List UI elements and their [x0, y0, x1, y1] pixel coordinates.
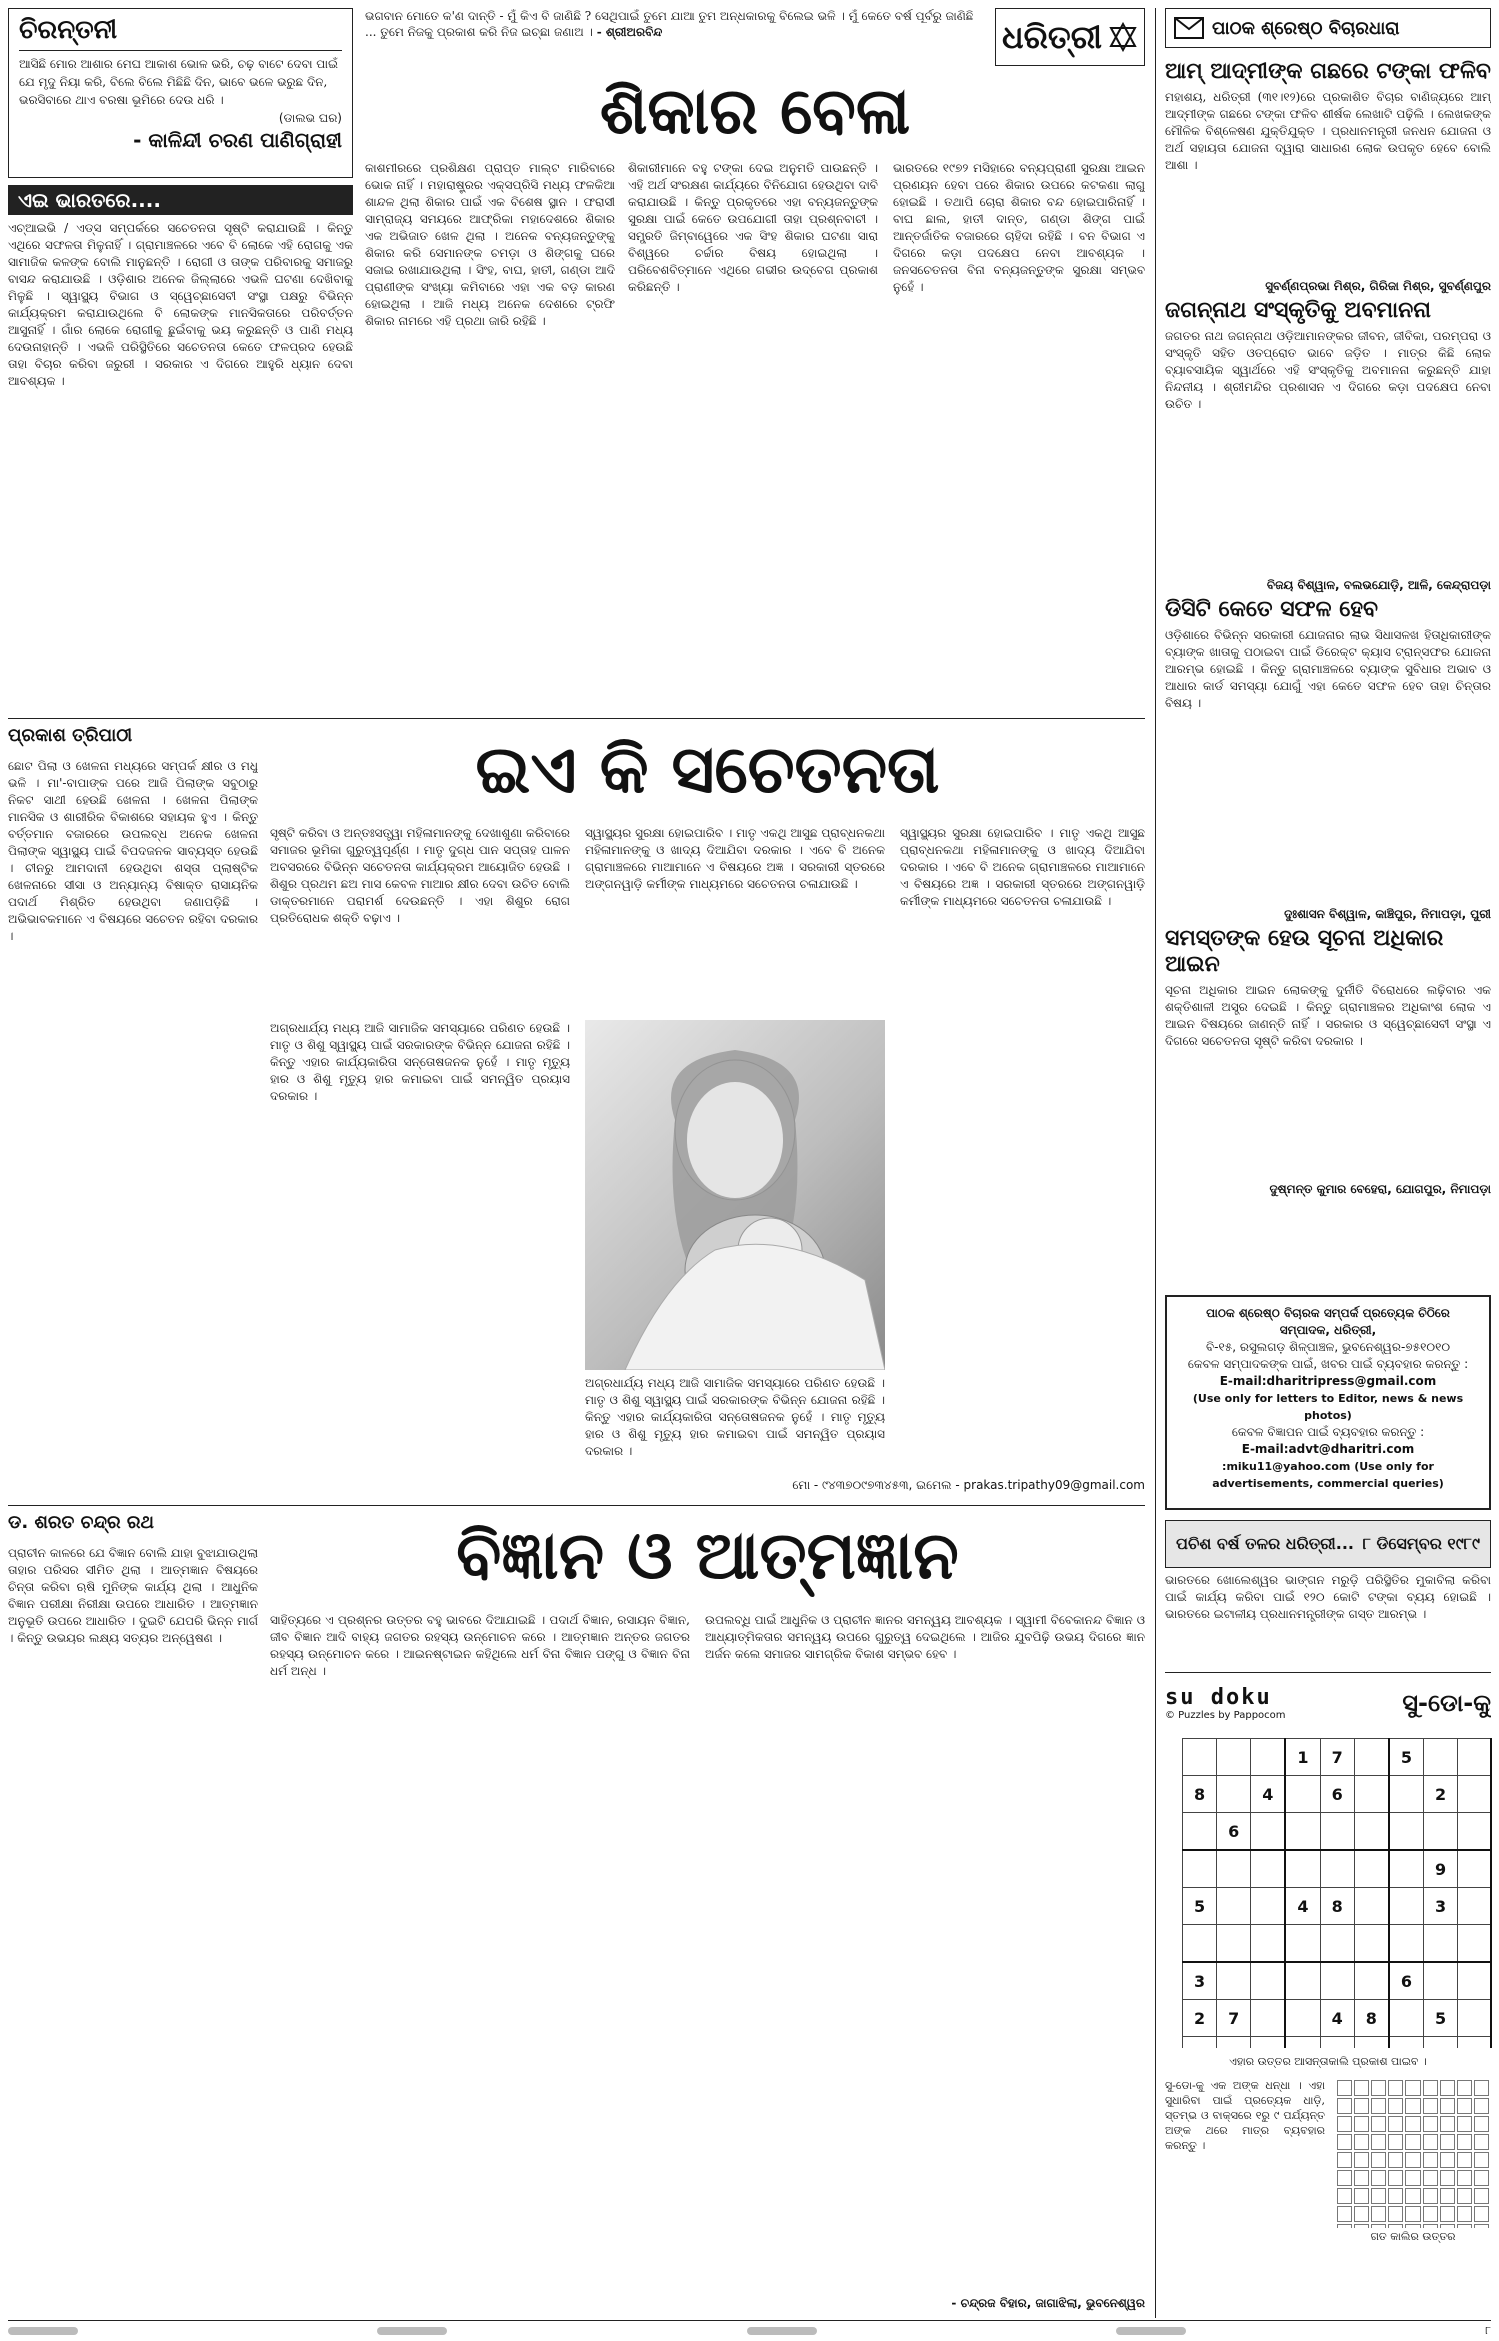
ei-bharatare-label-bar: [8, 185, 353, 215]
sudoku-answer-cell: [1423, 2188, 1438, 2204]
bigyan-author: ଡ. ଶରତ ଚନ୍ଦ୍ର ରଥ: [8, 1512, 154, 1533]
sudoku-answer-cell: [1423, 2134, 1438, 2150]
sudoku-cell[interactable]: [1389, 1925, 1424, 1963]
sudoku-cell: 8: [1183, 1776, 1217, 1813]
sudoku-answer-cell: [1405, 2116, 1420, 2132]
sudoku-cell[interactable]: [1217, 1925, 1251, 1963]
contact-email1[interactable]: E-mail:dharitripress@gmail.com: [1219, 1374, 1437, 1388]
ei-ki-col6: ଅଗ୍ରଧାର୍ଯ୍ୟ ମଧ୍ୟ ଆଜି ସାମାଜିକ ସମସ୍ୟାରେ ପରିଣତ ହେଉଛି । ମାତୃ ଓ ଶିଶୁ ସ୍ୱାସ୍ଥ୍ୟ ପାଇଁ ସରକାରଙ୍କ ବିଭିନ୍ନ ଯୋଜନା ରହିଛି । କିନ୍ତୁ ଏହାର କାର୍ଯ୍ୟକାରିତା ସନ୍ତୋଷଜନକ ନୁହେଁ । ମାତୃ ମୃତ୍ୟୁ ହାର ଓ ଶିଶୁ ମୃତ୍ୟୁ ହାର କମାଇବା ପାଇଁ ସମନ୍ୱିତ ପ୍ରୟାସ ଦରକାର ।: [585, 1376, 885, 1458]
sudoku-cell[interactable]: [1320, 1850, 1354, 1888]
sudoku-cell[interactable]: [1320, 1813, 1354, 1851]
sudoku-row: [1183, 1813, 1492, 1851]
sudoku-cell[interactable]: [1423, 1813, 1457, 1851]
sudoku-answer-cell: [1371, 2224, 1386, 2228]
sudoku-cell[interactable]: [1354, 1962, 1389, 2000]
sudoku-cell[interactable]: [1458, 1888, 1491, 1925]
sudoku-answer-cell: [1337, 2224, 1352, 2228]
ei-ki-author: ପ୍ରକାଶ ତ୍ରିପାଠୀ: [8, 725, 133, 746]
sudoku-cell[interactable]: [1217, 1962, 1251, 2000]
letter-1-title: ଆମ୍ ଆଦ୍‌ମୀଙ୍କ ଗଛରେ ଟଙ୍କା ଫଳିବ: [1165, 59, 1491, 84]
envelope-icon: [1174, 17, 1204, 39]
sudoku-cell[interactable]: [1285, 1962, 1320, 2000]
bigyan-headline: ବିଜ୍ଞାନ ଓ ଆତ୍ମଜ୍ଞାନ: [456, 1517, 959, 1594]
sudoku-cell: 4: [1285, 1888, 1320, 1925]
sudoku-cell[interactable]: [1354, 1813, 1389, 1851]
sudoku-cell[interactable]: [1458, 1962, 1491, 2000]
sudoku-cell[interactable]: [1389, 1888, 1424, 1925]
sudoku-cell[interactable]: [1458, 1813, 1491, 1851]
sudoku-cell[interactable]: [1389, 1813, 1424, 1851]
sudoku-answer-cell: [1474, 2116, 1489, 2132]
sudoku-answer-cell: [1440, 2206, 1455, 2222]
sudoku-cell[interactable]: [1354, 1776, 1389, 1813]
sudoku-title: ସୁ-ଡୋ-କୁ: [1402, 1688, 1491, 1717]
sudoku-cell[interactable]: [1354, 1925, 1389, 1963]
contact-email3[interactable]: :miku11@yahoo.com (Use only for advertisements, commercial queries): [1212, 1460, 1444, 1490]
ei-ki-contact: ମୋ - ୯୪୩୭୦୯୭୩୪୫୩, ଇମେଲ - prakas.tripathy09@gmail.com: [792, 1478, 1145, 1492]
sudoku-answer-cell: [1388, 2098, 1403, 2114]
sudoku-cell[interactable]: [1251, 2000, 1286, 2037]
sudoku-cell[interactable]: [1251, 1962, 1286, 2000]
sudoku-answer-cell: [1474, 2224, 1489, 2228]
sudoku-answer-cell: [1423, 2206, 1438, 2222]
page-number: ୮: [1485, 2324, 1491, 2337]
sudoku-answer-cell: [1388, 2170, 1403, 2186]
contact-line5: କେବଳ ବିଜ୍ଞାପନ ପାଇଁ ବ୍ୟବହାର କରନ୍ତୁ :: [1231, 1425, 1425, 1439]
sudoku-answer-cell: [1337, 2098, 1352, 2114]
sudoku-answer-cell: [1440, 2224, 1455, 2228]
registration-bar: [747, 2327, 817, 2335]
sudoku-cell[interactable]: [1183, 1813, 1217, 1851]
sudoku-answer-cell: [1354, 2098, 1369, 2114]
sudoku-answer-cell: [1371, 2152, 1386, 2168]
sudoku-cell[interactable]: [1389, 2037, 1424, 2049]
letter-2-text: ଜଗତର ନାଥ ଜଗନ୍ନାଥ ଓଡ଼ିଆମାନଙ୍କର ଜୀବନ, ଜୀବିକା, ପରମ୍ପରା ଓ ସଂସ୍କୃତି ସହିତ ଓତପ୍ରୋତ ଭାବେ ଜଡ଼ିତ । ମାତ୍ର କିଛି ଲୋକ ବ୍ୟାବସାୟିକ ସ୍ୱାର୍ଥରେ ଏହି ସଂସ୍କୃତିକୁ ଅବମାନନା କରୁଛନ୍ତି ଯାହା ନିନ୍ଦନୀୟ । ଶ୍ରୀମନ୍ଦିର ପ୍ରଶାସନ ଏ ଦିଗରେ କଡ଼ା ପଦକ୍ଷେପ ନେବା ଉଚିତ ।: [1165, 329, 1491, 411]
contact-line1: ପାଠକ ଶ୍ରେଷ୍ଠ ବିଚାରକ ସମ୍ପର୍କ ପ୍ରତ୍ୟେକ ଚିଠିରେ: [1206, 1306, 1450, 1320]
sudoku-row: [1183, 2000, 1492, 2037]
letter-4-title: ସମସ୍ତଙ୍କ ହେଉ ସୂଚନା ଅଧିକାର ଆଇନ: [1165, 926, 1444, 977]
sudoku-answer-cell: [1457, 2134, 1472, 2150]
sudoku-answer-cell: [1440, 2098, 1455, 2114]
ei-ki-col5: ସ୍ୱାସ୍ଥ୍ୟର ସୁରକ୍ଷା ହୋଇପାରିବ । ମାତୃ ଏକଥି ଆସୁଛ ପ୍ରାବ୍ଧନକଥା ମହିଳାମାନଙ୍କୁ ଓ ଖାଦ୍ୟ ଦିଆଯିବା ଦରକାର । ଏବେ ବି ଅନେକ ଗ୍ରାମାଞ୍ଚଳରେ ମାଆମାନେ ଏ ବିଷୟରେ ଅଜ୍ଞ । ସରକାରୀ ସ୍ତରରେ ଅଙ୍ଗନୱାଡ଼ି କର୍ମୀଙ୍କ ମାଧ୍ୟମରେ ସଚେତନତା ଚଳାଯାଉଛି ।: [900, 826, 1145, 908]
ei-bharatare-text: ଏଚ୍‌ଆଇଭି / ଏଡ୍‌ସ ସମ୍ପର୍କରେ ସଚେତନତା ସୃଷ୍ଟି କରାଯାଉଛି । କିନ୍ତୁ ଏଥିରେ ସଫଳତା ମିଳୁନାହିଁ । ଗ୍ରାମାଞ୍ଚଳରେ ଏବେ ବି ଲୋକେ ଏହି ରୋଗକୁ ଏକ ସାମାଜିକ କଳଙ୍କ ବୋଲି ମାନୁଛନ୍ତି । ରୋଗୀ ଓ ତାଙ୍କ ପରିବାରକୁ ସମାଜରୁ ବାସନ୍ଦ କରାଯାଉଛି । ଓଡ଼ିଶାର ଅନେକ ଜିଲ୍ଲାରେ ଏଭଳି ଘଟଣା ଦେଖିବାକୁ ମିଳୁଛି । ସ୍ୱାସ୍ଥ୍ୟ ବିଭାଗ ଓ ସ୍ୱେଚ୍ଛାସେବୀ ସଂସ୍ଥା ପକ୍ଷରୁ ବିଭିନ୍ନ କାର୍ଯ୍ୟକ୍ରମ କରାଯାଉଥିଲେ ବି ଲୋକଙ୍କ ମାନସିକତାରେ ପରିବର୍ତ୍ତନ ଆସୁନାହିଁ । ଗାଁର ଲୋକେ ରୋଗୀକୁ ଛୁଇଁବାକୁ ଭୟ କରୁଛନ୍ତି ଓ ପାଣି ମଧ୍ୟ ଦେଉନାହାନ୍ତି । ଏଭଳି ପରିସ୍ଥିତିରେ ସଚେତନତା କେତେ ଫଳପ୍ରଦ ହେଉଛି ତାହା ବିଚାର କରିବା ଜରୁରୀ । ସରକାର ଏ ଦିଗରେ ଆହୁରି ଧ୍ୟାନ ଦେବା ଆବଶ୍ୟକ ।: [8, 221, 353, 388]
pathaka-label-box: [1165, 8, 1491, 48]
sudoku-answer-cell: [1474, 2206, 1489, 2222]
sudoku-answer-cell: [1405, 2206, 1420, 2222]
contact-line3: ବି-୧୫, ରସୁଲଗଡ଼ ଶିଳ୍ପାଞ୍ଚଳ, ଭୁବନେଶ୍ୱର-୭୫୧୦୧୦: [1205, 1340, 1451, 1354]
sudoku-row: [1183, 1739, 1492, 1776]
sudoku-answer-row: [1337, 2152, 1489, 2168]
sudoku-cell[interactable]: [1354, 1888, 1389, 1925]
sudoku-answer-cell: [1440, 2152, 1455, 2168]
shikara-col3: ଭାରତରେ ୧୯୭୨ ମସିହାରେ ବନ୍ୟପ୍ରାଣୀ ସୁରକ୍ଷା ଆଇନ ପ୍ରଣୟନ ହେବା ପରେ ଶିକାର ଉପରେ କଟକଣା ଲାଗୁ ହୋଇଛି । ତଥାପି ଚୋରା ଶିକାର ବନ୍ଦ ହୋଇପାରିନାହିଁ । ବାଘ ଛାଲ, ହାତୀ ଦାନ୍ତ, ଗଣ୍ଡା ଶିଙ୍ଗ ପାଇଁ ଆନ୍ତର୍ଜାତିକ ବଜାରରେ ଚାହିଦା ରହିଛି । ବନ ବିଭାଗ ଏ ଦିଗରେ କଡ଼ା ପଦକ୍ଷେପ ନେବା ଆବଶ୍ୟକ । ଜନସଚେତନତା ବିନା ବନ୍ୟଜନ୍ତୁଙ୍କ ସୁରକ୍ଷା ସମ୍ଭବ ନୁହେଁ ।: [893, 161, 1145, 294]
sudoku-answer-cell: [1440, 2170, 1455, 2186]
shikara-col2: ଶିକାରୀମାନେ ବହୁ ଟଙ୍କା ଦେଇ ଅନୁମତି ପାଉଛନ୍ତି । ଏହି ଅର୍ଥ ସଂରକ୍ଷଣ କାର୍ଯ୍ୟରେ ବିନିଯୋଗ ହେଉଥିବା ଦାବି କରାଯାଉଛି । କିନ୍ତୁ ପ୍ରକୃତରେ ଏହା ବନ୍ୟଜନ୍ତୁଙ୍କ ସୁରକ୍ଷା ପାଇଁ କେତେ ଉପଯୋଗୀ ତାହା ପ୍ରଶ୍ନବାଚୀ । ସମ୍ପ୍ରତି ଜିମ୍ବାୱେରେ ଏକ ସିଂହ ଶିକାର ଘଟଣା ସାରା ବିଶ୍ୱରେ ଚର୍ଚ୍ଚାର ବିଷୟ ହୋଇଥିଲା । ପରିବେଶବିତ୍‌ମାନେ ଏଥିରେ ଗଭୀର ଉଦ୍‌ବେଗ ପ୍ରକାଶ କରିଛନ୍ତି ।: [628, 161, 878, 294]
sudoku-answer-cell: [1371, 2080, 1386, 2096]
ei-ki-col3: ସ୍ୱାସ୍ଥ୍ୟର ସୁରକ୍ଷା ହୋଇପାରିବ । ମାତୃ ଏକଥି ଆସୁଛ ପ୍ରାବ୍ଧନକଥା ମହିଳାମାନଙ୍କୁ ଓ ଖାଦ୍ୟ ଦିଆଯିବା ଦରକାର । ଏବେ ବି ଅନେକ ଗ୍ରାମାଞ୍ଚଳରେ ମାଆମାନେ ଏ ବିଷୟରେ ଅଜ୍ଞ । ସରକାରୀ ସ୍ତରରେ ଅଙ୍ଗନୱାଡ଼ି କର୍ମୀଙ୍କ ମାଧ୍ୟମରେ ସଚେତନତା ଚଳାଯାଉଛି ।: [585, 826, 885, 891]
sudoku-cell[interactable]: [1458, 1925, 1491, 1963]
sudoku-cell[interactable]: [1320, 1962, 1354, 2000]
sudoku-cell[interactable]: [1285, 1850, 1320, 1888]
sudoku-cell[interactable]: [1389, 1850, 1424, 1888]
sudoku-answer-cell: [1405, 2098, 1420, 2114]
pathaka-label: ପାଠକ ଶ୍ରେଷ୍ଠ ବିଚାରଧାରା: [1212, 17, 1400, 39]
bigyan-col1: ପ୍ରାଚୀନ କାଳରେ ଯେ ବିଜ୍ଞାନ ବୋଲି ଯାହା ବୁଝାଯାଉଥିଲା ତାହାର ପରିସର ସୀମିତ ଥିଲା । ଆତ୍ମଜ୍ଞାନ ବିଷୟରେ ଚିନ୍ତା କରିବା ଋଷି ମୁନିଙ୍କ କାର୍ଯ୍ୟ ଥିଲା । ଆଧୁନିକ ବିଜ୍ଞାନ ପରୀକ୍ଷା ନିରୀକ୍ଷା ଉପରେ ଆଧାରିତ । ଆତ୍ମଜ୍ଞାନ ଅନୁଭୂତି ଉପରେ ଆଧାରିତ । ଦୁଇଟି ଯେପରି ଭିନ୍ନ ମାର୍ଗ । କିନ୍ତୁ ଉଭୟର ଲକ୍ଷ୍ୟ ସତ୍ୟର ଅନ୍ୱେଷଣ ।: [8, 1546, 258, 1645]
sudoku-answer-label: ଗତ କାଲିର ଉତ୍ତର: [1370, 2230, 1456, 2243]
letter-1-text: ମହାଶୟ, ଧରିତ୍ରୀ (୩୧।୧୨)ରେ ପ୍ରକାଶିତ ବିଚାର ବାଣିଜ୍ୟରେ ଆମ୍ ଆଦ୍‌ମୀଙ୍କ ଗଛରେ ଟଙ୍କା ଫଳିବ ଶୀର୍ଷକ ଲେଖାଟି ପଢ଼ିଲି । ଲେଖକଙ୍କ ମୌଳିକ ବିଶ୍ଳେଷଣ ଯୁକ୍ତିଯୁକ୍ତ । ପ୍ରଧାନମନ୍ତ୍ରୀ ଜନଧନ ଯୋଜନା ଓ ଅର୍ଥ ସହାୟତା ଯୋଜନା ଦ୍ୱାରା ସାଧାରଣ ଲୋକ ଉପକୃତ ହେବେ ବୋଲି ଆଶା ।: [1165, 90, 1491, 172]
sudoku-cell: 2: [1423, 1776, 1457, 1813]
sudoku-answer-cell: [1423, 2170, 1438, 2186]
sudoku-answer-cell: [1388, 2206, 1403, 2222]
sudoku-cell[interactable]: [1251, 1739, 1286, 1776]
sudoku-answer-cell: [1423, 2224, 1438, 2228]
sudoku-answer-cell: [1388, 2188, 1403, 2204]
sudoku-cell[interactable]: [1251, 1813, 1286, 1851]
sudoku-cell[interactable]: [1458, 2037, 1491, 2049]
contact-email2[interactable]: E-mail:advt@dharitri.com: [1241, 1442, 1415, 1456]
sudoku-answer-cell: [1337, 2152, 1352, 2168]
sudoku-cell[interactable]: [1285, 2037, 1320, 2049]
sudoku-answer-cell: [1337, 2188, 1352, 2204]
sudoku-answer-row: [1337, 2116, 1489, 2132]
sudoku-cell[interactable]: [1217, 1739, 1251, 1776]
sudoku-cell[interactable]: [1389, 2000, 1424, 2037]
sudoku-cell: 5: [1183, 1888, 1217, 1925]
sudoku-cell[interactable]: [1251, 1850, 1286, 1888]
sudoku-cell[interactable]: [1458, 1850, 1491, 1888]
contact-box: [1165, 1295, 1491, 1510]
ei-ki-col1: ଛୋଟ ପିଲା ଓ ଖେଳନା ମଧ୍ୟରେ ସମ୍ପର୍କ କ୍ଷୀର ଓ ମଧୁ ଭଳି । ମା'-ବାପାଙ୍କ ପରେ ଆଜି ପିଲାଙ୍କ ସବୁଠାରୁ ନିକଟ ସାଥୀ ହେଉଛି ଖେଳନା । ଖେଳନା ପିଲାଙ୍କ ମାନସିକ ଓ ଶାରୀରିକ ବିକାଶରେ ସହାୟକ ହୁଏ । କିନ୍ତୁ ବର୍ତ୍ତମାନ ବଜାରରେ ଉପଲବ୍ଧ ଅନେକ ଖେଳନା ପିଲାଙ୍କ ସ୍ୱାସ୍ଥ୍ୟ ପାଇଁ ବିପଦଜନକ ସାବ୍ୟସ୍ତ ହେଉଛି । ଚୀନରୁ ଆମଦାନୀ ହେଉଥିବା ଶସ୍ତା ପ୍ଲାଷ୍ଟିକ ଖେଳନାରେ ସୀସା ଓ ଅନ୍ୟାନ୍ୟ ବିଷାକ୍ତ ରାସାୟନିକ ପଦାର୍ଥ ମିଶ୍ରିତ ହେଉଥିବା ଜଣାପଡ଼ିଛି । ଅଭିଭାବକମାନେ ଏ ବିଷୟରେ ସଚେତନ ରହିବା ଦରକାର ।: [8, 759, 258, 943]
sudoku-answer-cell: [1440, 2188, 1455, 2204]
masthead-logo: [995, 8, 1145, 66]
sudoku-answer-cell: [1405, 2080, 1420, 2096]
sudoku-header: [1165, 1672, 1491, 1732]
contact-line4: କେବଳ ସମ୍ପାଦକଙ୍କ ପାଇଁ, ଖବର ପାଇଁ ବ୍ୟବହାର କରନ୍ତୁ :: [1187, 1357, 1469, 1371]
sudoku-cell[interactable]: [1389, 1776, 1424, 1813]
sudoku-cell: 6: [1320, 1776, 1354, 1813]
sudoku-instructions: ସୁ-ଡୋ-କୁ ଏକ ଅଙ୍କ ଧନ୍ଧା । ଏହା ସୁଧାରିବା ପାଇଁ ପ୍ରତ୍ୟେକ ଧାଡ଼ି, ସ୍ତମ୍ଭ ଓ ବାକ୍ସରେ ୧ରୁ ୯ ପର୍ଯ୍ୟନ୍ତ ଅଙ୍କ ଥରେ ମାତ୍ର ବ୍ୟବହାର କରନ୍ତୁ ।: [1165, 2079, 1325, 2152]
sudoku-cell: 6: [1217, 1813, 1251, 1851]
bigyan-author-box: [8, 1512, 258, 1538]
sudoku-answer-cell: [1337, 2116, 1352, 2132]
ei-ki-author-box: [8, 725, 258, 751]
pathaka-letters: [1165, 55, 1491, 1285]
sudoku-cell[interactable]: [1458, 1739, 1491, 1776]
sudoku-cell[interactable]: [1285, 1776, 1320, 1813]
sudoku-answer-cell: [1474, 2188, 1489, 2204]
sudoku-answer-cell: [1474, 2098, 1489, 2114]
sudoku-cell[interactable]: [1217, 1850, 1251, 1888]
sudoku-cell: 5: [1423, 2000, 1457, 2037]
sudoku-answer-cell: [1354, 2134, 1369, 2150]
sudoku-answer-cell: [1371, 2116, 1386, 2132]
sudoku-cell: 7: [1320, 1739, 1354, 1776]
sudoku-answer-cell: [1388, 2152, 1403, 2168]
sudoku-answer-cell: [1371, 2206, 1386, 2222]
sudoku-cell[interactable]: [1458, 1776, 1491, 1813]
sudoku-answer-cell: [1388, 2224, 1403, 2228]
letter-2-title: ଜଗନ୍ନାଥ ସଂସ୍କୃତିକୁ ଅବମାନନା: [1165, 298, 1431, 323]
sudoku-answer-cell: [1405, 2170, 1420, 2186]
sudoku-answer-cell: [1457, 2206, 1472, 2222]
sudoku-answer-row: [1337, 2134, 1489, 2150]
sudoku-cell[interactable]: [1458, 2000, 1491, 2037]
sudoku-cell[interactable]: [1423, 1739, 1457, 1776]
registration-bar: [8, 2327, 78, 2335]
sudoku-answer-cell: [1371, 2170, 1386, 2186]
sudoku-answer-cell: [1474, 2134, 1489, 2150]
sudoku-answer-row: [1337, 2080, 1489, 2096]
sudoku-cell[interactable]: [1285, 1813, 1320, 1851]
sudoku-cell[interactable]: [1423, 1925, 1457, 1963]
sudoku-answer-cell: [1388, 2116, 1403, 2132]
sudoku-brand-sub: © Puzzles by Pappocom: [1165, 1709, 1286, 1721]
sudoku-cell[interactable]: [1183, 1739, 1217, 1776]
sudoku-answer-cell: [1354, 2080, 1369, 2096]
chirantani-box: [8, 8, 353, 178]
masthead-note-author: - ଶ୍ରୀଅରବିନ୍ଦ: [596, 25, 663, 39]
sudoku-cell[interactable]: [1183, 1850, 1217, 1888]
sudoku-answer-row: [1337, 2188, 1489, 2204]
sudoku-answer-cell: [1354, 2152, 1369, 2168]
sudoku-cell[interactable]: [1354, 1850, 1389, 1888]
sudoku-cell[interactable]: [1217, 1776, 1251, 1813]
sudoku-answer-row: [1337, 2206, 1489, 2222]
contact-line2: ସମ୍ପାଦକ, ଧରିତ୍ରୀ,: [1279, 1323, 1377, 1337]
letter-4-signer: ଦୁଷ୍ମନ୍ତ କୁମାର ବେହେରା, ଯୋଗପୁର, ନିମାପଡ଼ା: [1269, 1182, 1491, 1196]
sudoku-cell[interactable]: [1251, 2037, 1286, 2049]
sudoku-answer-cell: [1474, 2170, 1489, 2186]
sudoku-answer-cell: [1457, 2152, 1472, 2168]
letter-1-signer: ସୁବର୍ଣ୍ଣପ୍ରଭା ମିଶ୍ର, ଗିରିଜା ମିଶ୍ର, ସୁବର୍ଣ୍ଣପୁର: [1265, 279, 1491, 293]
chirantani-author: - କାଳିନ୍ଦୀ ଚରଣ ପାଣିଗ୍ରାହୀ: [133, 128, 342, 152]
letter-2-signer: ବିଜୟ ବିଶ୍ୱାଳ, ବଲଭଯୋଡ଼ି, ଆଳି, କେନ୍ଦ୍ରାପଡ଼ା: [1266, 578, 1491, 592]
sudoku-cell: 8: [1354, 2000, 1389, 2037]
sudoku-cell[interactable]: [1217, 2037, 1251, 2049]
sudoku-answer-wrap: [1335, 2078, 1491, 2228]
sudoku-cell: 7: [1217, 2000, 1251, 2037]
sudoku-answer-cell: [1371, 2098, 1386, 2114]
bigyan-col2: ସାହିତ୍ୟରେ ଏ ପ୍ରଶ୍ନର ଉତ୍ତର ବହୁ ଭାବରେ ଦିଆଯାଇଛି । ପଦାର୍ଥ ବିଜ୍ଞାନ, ରସାୟନ ବିଜ୍ଞାନ, ଜୀବ ବିଜ୍ଞାନ ଆଦି ବାହ୍ୟ ଜଗତର ରହସ୍ୟ ଉନ୍ମୋଚନ କରେ । ଆତ୍ମଜ୍ଞାନ ଅନ୍ତର ଜଗତର ରହସ୍ୟ ଉନ୍ମୋଚନ କରେ । ଆଇନଷ୍ଟାଇନ କହିଥିଲେ ଧର୍ମ ବିନା ବିଜ୍ଞାନ ପଙ୍ଗୁ ଓ ବିଜ୍ଞାନ ବିନା ଧର୍ମ ଅନ୍ଧ ।: [270, 1613, 690, 1678]
sudoku-answer-cell: [1354, 2188, 1369, 2204]
sudoku-cell: 1: [1285, 1739, 1320, 1776]
sudoku-answer-cell: [1474, 2152, 1489, 2168]
sudoku-answer-cell: [1354, 2116, 1369, 2132]
bigyan-col3: ଉପଲବ୍ଧି ପାଇଁ ଆଧୁନିକ ଓ ପ୍ରାଚୀନ ଜ୍ଞାନର ସମନ୍ୱୟ ଆବଶ୍ୟକ । ସ୍ୱାମୀ ବିବେକାନନ୍ଦ ବିଜ୍ଞାନ ଓ ଆଧ୍ୟାତ୍ମିକତାର ସମନ୍ୱୟ ଉପରେ ଗୁରୁତ୍ୱ ଦେଇଥିଲେ । ଆଜିର ଯୁବପିଢ଼ି ଉଭୟ ଦିଗରେ ଜ୍ଞାନ ଅର୍ଜନ କଲେ ସମାଜର ସାମଗ୍ରିକ ବିକାଶ ସମ୍ଭବ ହେବ ।: [705, 1613, 1145, 1661]
sudoku-answer-cell: [1423, 2152, 1438, 2168]
sudoku-row: [1183, 1888, 1492, 1925]
sudoku-cell[interactable]: [1320, 1925, 1354, 1963]
sudoku-cell[interactable]: [1354, 2037, 1389, 2049]
sudoku-cell[interactable]: [1423, 1962, 1457, 2000]
ei-ki-headline: ଇଏ କି ସଚେତନତା: [475, 731, 940, 808]
shikara-headline: ଶିକାର ବେଳା: [599, 75, 911, 149]
letter-3-text: ଓଡ଼ିଶାରେ ବିଭିନ୍ନ ସରକାରୀ ଯୋଜନାର ଲାଭ ସିଧାସଳଖ ହିତାଧିକାରୀଙ୍କ ବ୍ୟାଙ୍କ ଖାତାକୁ ପଠାଇବା ପାଇଁ ଡିରେକ୍ଟ କ୍ୟାସ ଟ୍ରାନ୍ସଫର ଯୋଜନା ଆରମ୍ଭ ହୋଇଛି । କିନ୍ତୁ ଗ୍ରାମାଞ୍ଚଳରେ ବ୍ୟାଙ୍କ ସୁବିଧାର ଅଭାବ ଓ ଆଧାର କାର୍ଡ ସମସ୍ୟା ଯୋଗୁଁ ଏହା କେତେ ସଫଳ ହେବ ତାହା ଚିନ୍ତାର ବିଷୟ ।: [1165, 628, 1491, 710]
mother-baby-photo: [585, 1020, 885, 1370]
sudoku-answer-cell: [1423, 2116, 1438, 2132]
sudoku-answer-cell: [1371, 2134, 1386, 2150]
sudoku-answer-cell: [1440, 2134, 1455, 2150]
letter-3-title: ଡିସିଟି କେତେ ସଫଳ ହେବ: [1165, 597, 1379, 622]
sudoku-answer-cell: [1388, 2134, 1403, 2150]
sudoku-row: [1183, 1962, 1492, 2000]
sudoku-answer-cell: [1371, 2188, 1386, 2204]
sudoku-answer-row: [1337, 2224, 1489, 2228]
contact-email1-note: (Use only for letters to Editor, news & news photos): [1192, 1392, 1464, 1422]
sudoku-answer-cell: [1423, 2098, 1438, 2114]
sudoku-grid-wrap: [1182, 1738, 1492, 2048]
sudoku-notice: ଏହାର ଉତ୍ତର ଆସନ୍ତାକାଲି ପ୍ରକାଶ ପାଇବ ।: [1229, 2055, 1427, 2068]
mother-baby-illustration: [585, 1020, 885, 1370]
registration-bar: [1116, 2327, 1186, 2335]
masthead-note: [365, 8, 985, 66]
ei-ki-col4: ଅଗ୍ରଧାର୍ଯ୍ୟ ମଧ୍ୟ ଆଜି ସାମାଜିକ ସମସ୍ୟାରେ ପରିଣତ ହେଉଛି । ମାତୃ ଓ ଶିଶୁ ସ୍ୱାସ୍ଥ୍ୟ ପାଇଁ ସରକାରଙ୍କ ବିଭିନ୍ନ ଯୋଜନା ରହିଛି । କିନ୍ତୁ ଏହାର କାର୍ଯ୍ୟକାରିତା ସନ୍ତୋଷଜନକ ନୁହେଁ । ମାତୃ ମୃତ୍ୟୁ ହାର ଓ ଶିଶୁ ମୃତ୍ୟୁ ହାର କମାଇବା ପାଇଁ ସମନ୍ୱିତ ପ୍ରୟାସ ଦରକାର ।: [270, 1021, 570, 1103]
ei-ki-col2: ସୃଷ୍ଟି କରିବା ଓ ଅନ୍ତଃସତ୍ତ୍ୱା ମହିଳାମାନଙ୍କୁ ଦେଖାଶୁଣା କରିବାରେ ସମାଜର ଭୂମିକା ଗୁରୁତ୍ୱପୂର୍ଣ୍ଣ । ମାତୃ ଦୁଗ୍ଧ ପାନ ସପ୍ତାହ ପାଳନ ଅବସରରେ ବିଭିନ୍ନ ସଚେତନତା କାର୍ଯ୍ୟକ୍ରମ ଆୟୋଜିତ ହେଉଛି । ଶିଶୁର ପ୍ରଥମ ଛଅ ମାସ କେବଳ ମାଆର କ୍ଷୀର ଦେବା ଉଚିତ ବୋଲି ଡାକ୍ତରମାନେ ପରାମର୍ଶ ଦେଉଛନ୍ତି । ଏହା ଶିଶୁର ରୋଗ ପ୍ରତିରୋଧକ ଶକ୍ତି ବଢ଼ାଏ ।: [270, 826, 570, 925]
sudoku-answer-cell: [1405, 2224, 1420, 2228]
sudoku-cell: 8: [1320, 1888, 1354, 1925]
sudoku-answer-cell: [1457, 2170, 1472, 2186]
sudoku-answer-cell: [1354, 2170, 1369, 2186]
sudoku-answer-cell: [1457, 2080, 1472, 2096]
masthead-note-text: ଭଗବାନ ମୋତେ କ'ଣ ଦାନ୍ତି - ମୁଁ କିଏ ବି ଜାଣିଛି ? ସେଥିପାଇଁ ତୁମେ ଯାଆ ତୁମ ଅନ୍ଧକାରକୁ ବିଲେଇ ଭଳି । ମୁଁ କେତେ ବର୍ଷ ପୂର୍ବରୁ ଜାଣିଛି ... ତୁମେ ନିଜକୁ ପ୍ରକାଶ କରି ନିଜ ଇଚ୍ଛା ଜଣାଅ ।: [365, 9, 974, 39]
sudoku-answer-cell: [1354, 2206, 1369, 2222]
sudoku-answer-cell: [1440, 2080, 1455, 2096]
sudoku-cell[interactable]: [1285, 1925, 1320, 1963]
sudoku-cell: 5: [1389, 1739, 1424, 1776]
sudoku-answer-cell: [1440, 2116, 1455, 2132]
registration-bar: [377, 2327, 447, 2335]
sudoku-answer-cell: [1405, 2152, 1420, 2168]
sudoku-cell: 3: [1183, 1962, 1217, 2000]
ei-bharatare-label: ଏଇ ଭାରତରେ....: [18, 188, 161, 212]
sudoku-cell: 6: [1389, 1962, 1424, 2000]
sudoku-cell: 2: [1183, 2000, 1217, 2037]
paper-name: ଧରିତ୍ରୀ: [1002, 17, 1102, 56]
sudoku-answer-cell: [1457, 2188, 1472, 2204]
sudoku-answer-cell: [1354, 2224, 1369, 2228]
chirantani-source: (ଡାଲଭ ଘର): [278, 111, 342, 125]
bigyan-footer: - ଚନ୍ଦ୍ରଜ ବିହାର, ଜାଗାଝିଲା, ଭୁବନେଶ୍ୱର: [951, 2296, 1145, 2310]
sudoku-answer-cell: [1337, 2134, 1352, 2150]
shikara-col1: କାଶମୀରରେ ପ୍ରଶିକ୍ଷଣ ପ୍ରାପ୍ତ ମାଲ୍ଟ ମାରିବାରେ ଭୋକ ନାହିଁ । ମହାରାଷ୍ଟ୍ରର ଏକ୍ସପ୍ରିସି ମଧ୍ୟ ଫଳକିଆ ଶାନ୍ଦଳ ଥିଲା ଶିକାର ପାଇଁ ଏକ ବିଶେଷ ସ୍ଥାନ । ଫରାସୀ ସାମ୍ରାଜ୍ୟ ସମୟରେ ଆଫ୍ରିକା ମହାଦେଶରେ ଶିକାର ଏକ ଅଭିଜାତ ଖେଳ ଥିଲା । ଅନେକ ବନ୍ୟଜନ୍ତୁଙ୍କୁ ଶିକାର କରି ସେମାନଙ୍କ ଚମଡ଼ା ଓ ଶିଙ୍ଗକୁ ଘରେ ସଜାଇ ରଖାଯାଉଥିଲା । ସିଂହ, ବାଘ, ହାତୀ, ଗଣ୍ଡା ଆଦି ପ୍ରାଣୀଙ୍କ ସଂଖ୍ୟା କମିବାରେ ଏହା ଏକ ବଡ଼ କାରଣ ହୋଇଥିଲା । ଆଜି ମଧ୍ୟ ଅନେକ ଦେଶରେ ଟ୍ରଫି ଶିକାର ନାମରେ ଏହି ପ୍ରଥା ଜାରି ରହିଛି ।: [365, 161, 615, 328]
sudoku-answer-grid: [1335, 2078, 1491, 2228]
sudoku-row: [1183, 1850, 1492, 1888]
sudoku-answer-cell: [1337, 2206, 1352, 2222]
chirantani-poem: ଆସିଛି ମୋର ଆଶାର ମେଘ ଆକାଶ ଭୋଳ ଭରି, ଚଢ଼ ବାଟେ ଦେବା ପାଇଁ ଯେ ମୃଦୁ ନିୟା କରି, ବିଲେ ବିଲେ ମିଛିଛି ଦିନ, ଭାବେ ଭଳେ ଭରୁଛ ଦିନ, ଭରସିବାରେ ଥାଏ ବରଷା ଭୂମିରେ ଦେଉ ଧରି ।: [19, 57, 339, 107]
sudoku-row: [1183, 1776, 1492, 1813]
bottom-strip: [8, 2324, 1491, 2338]
sudoku-cell: 3: [1423, 1888, 1457, 1925]
sudoku-answer-cell: [1337, 2080, 1352, 2096]
sudoku-cell[interactable]: [1251, 1925, 1286, 1963]
sudoku-cell: 4: [1320, 2000, 1354, 2037]
sudoku-answer-cell: [1405, 2134, 1420, 2150]
sudoku-answer-row: [1337, 2170, 1489, 2186]
sudoku-answer-cell: [1405, 2188, 1420, 2204]
letter-3-signer: ଦୁଃଶାସନ ବିଶ୍ୱାଳ, କାଞ୍ଚିପୁର, ନିମାପଡ଼ା, ପୁରୀ: [1284, 907, 1491, 921]
pachisha-text: ଭାରତରେ ଖୋଲେଶ୍ୱର ଭାଙ୍ଗନ ମରୁଡ଼ି ପରିସ୍ଥିତିର ମୁକାବିଲା କରିବା ପାଇଁ କାର୍ଯ୍ୟ କରିବା ପାଇଁ ୧୨୦ କୋଟି ଟଙ୍କା ବ୍ୟୟ ହୋଇଛି । ଭାରତରେ ଇଟାଳୀୟ ପ୍ରଧାନମନ୍ତ୍ରୀଙ୍କ ଗସ୍ତ ଆରମ୍ଭ ।: [1165, 1573, 1491, 1621]
sudoku-grid[interactable]: [1182, 1738, 1492, 2048]
sudoku-cell[interactable]: [1320, 2037, 1354, 2049]
sudoku-answer-cell: [1457, 2224, 1472, 2228]
sudoku-answer-cell: [1457, 2116, 1472, 2132]
sudoku-cell: 4: [1251, 1776, 1286, 1813]
sudoku-brand: su doku: [1165, 1684, 1272, 1710]
sudoku-row: [1183, 1925, 1492, 1963]
sudoku-answer-cell: [1388, 2080, 1403, 2096]
sudoku-answer-cell: [1474, 2080, 1489, 2096]
sudoku-cell[interactable]: [1217, 1888, 1251, 1925]
sudoku-cell[interactable]: [1423, 2037, 1457, 2049]
star-logo-icon: [1108, 22, 1138, 52]
pachisha-label: ପଚିଶ ବର୍ଷ ତଳର ଧରିତ୍ରୀ...: [1176, 1534, 1354, 1553]
sudoku-cell: 9: [1423, 1850, 1457, 1888]
sudoku-answer-cell: [1423, 2080, 1438, 2096]
pachisha-date: ୮ ଡିସେମ୍ବର ୧୯୮୯: [1362, 1534, 1480, 1553]
chirantani-title: ଚିରନ୍ତନୀ: [19, 15, 118, 45]
sudoku-cell[interactable]: [1183, 1925, 1217, 1963]
sudoku-cell[interactable]: [1354, 1739, 1389, 1776]
sudoku-cell[interactable]: [1251, 1888, 1286, 1925]
sudoku-row: [1183, 2037, 1492, 2049]
letter-4-text: ସୂଚନା ଅଧିକାର ଆଇନ ଲୋକଙ୍କୁ ଦୁର୍ନୀତି ବିରୋଧରେ ଲଢ଼ିବାର ଏକ ଶକ୍ତିଶାଳୀ ଅସ୍ତ୍ର ଦେଇଛି । କିନ୍ତୁ ଗ୍ରାମାଞ୍ଚଳର ଅଧିକାଂଶ ଲୋକ ଏ ଆଇନ ବିଷୟରେ ଜାଣନ୍ତି ନାହିଁ । ସରକାର ଓ ସ୍ୱେଚ୍ଛାସେବୀ ସଂସ୍ଥା ଏ ଦିଗରେ ସଚେତନତା ସୃଷ୍ଟି କରିବା ଦରକାର ।: [1165, 983, 1491, 1048]
sudoku-answer-cell: [1457, 2098, 1472, 2114]
sudoku-cell[interactable]: [1183, 2037, 1217, 2049]
sudoku-answer-cell: [1337, 2170, 1352, 2186]
pachisha-label-box: [1165, 1520, 1491, 1568]
sudoku-answer-row: [1337, 2098, 1489, 2114]
sudoku-cell[interactable]: [1285, 2000, 1320, 2037]
